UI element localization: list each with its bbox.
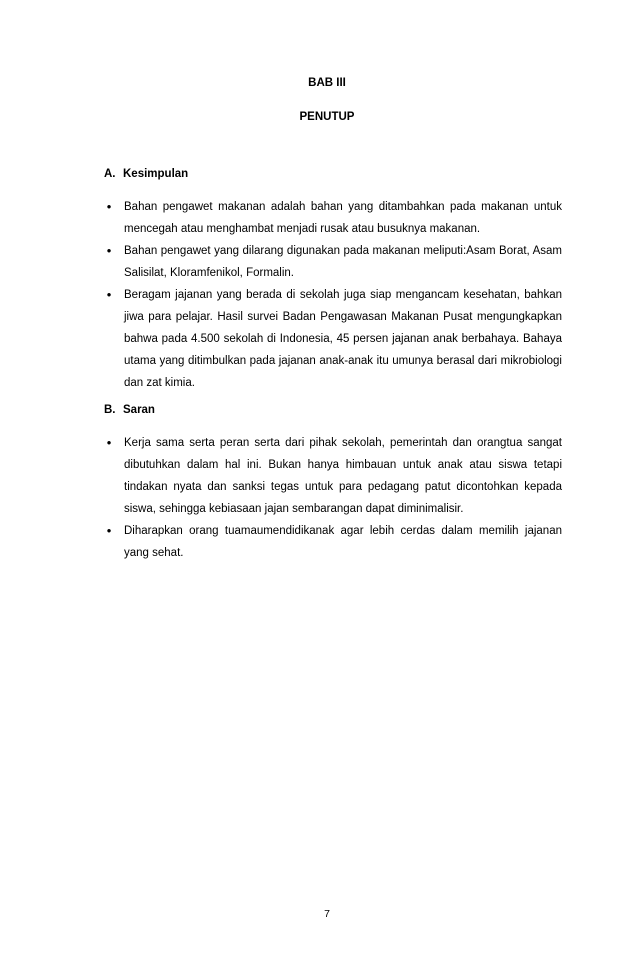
bullet-icon: • — [106, 199, 112, 214]
list-item — [104, 240, 562, 284]
list-item — [104, 284, 562, 394]
list-item-text: Bahan pengawet yang dilarang digunakan pada makanan meliputi:Asam Borat, Asam Salisilat, Kloramfenikol, Formalin. — [124, 245, 562, 279]
section-letter: A. — [104, 168, 116, 180]
section-heading-kesimpulan — [104, 168, 188, 180]
list-item — [104, 196, 562, 240]
saran-list — [104, 432, 562, 564]
bullet-icon: • — [106, 435, 112, 450]
chapter-title: PENUTUP — [299, 111, 355, 123]
section-letter: B. — [104, 404, 116, 416]
list-item-text: Diharapkan orang tuamaumendidikanak agar lebih cerdas dalam memilih jajanan yang sehat. — [124, 525, 562, 559]
list-item — [104, 520, 562, 564]
list-item — [104, 432, 562, 520]
section-title: Kesimpulan — [123, 168, 189, 180]
list-item-text: Bahan pengawet makanan adalah bahan yang ditambahkan pada makanan untuk mencegah atau menghambat menjadi rusak atau busuknya makanan. — [124, 201, 562, 235]
kesimpulan-list — [104, 196, 562, 394]
section-heading-saran — [104, 404, 155, 416]
bullet-icon: • — [106, 287, 112, 302]
page-number: 7 — [324, 908, 330, 920]
list-item-text: Kerja sama serta peran serta dari pihak sekolah, pemerintah dan orangtua sangat dibutuhkan dalam hal ini. Bukan hanya himbauan untuk anak atau siswa tetapi tindakan nyata dan sanksi tegas untuk para pedagang patut dicontohkan kepada siswa, sehingga kebiasaan jajan sembarangan dapat diminimalisir. — [124, 437, 562, 515]
bullet-icon: • — [106, 523, 112, 538]
bullet-icon: • — [106, 243, 112, 258]
section-title: Saran — [123, 404, 155, 416]
list-item-text: Beragam jajanan yang berada di sekolah juga siap mengancam kesehatan, bahkan jiwa para pelajar. Hasil survei Badan Pengawasan Makanan Pusat mengungkapkan bahwa pada 4.500 sekolah di Indonesia, 45 persen jajanan anak berbahaya. Bahaya utama yang ditimbulkan pada jajanan anak-anak itu umunya berasal dari mikrobiologi dan zat kimia. — [124, 289, 562, 389]
chapter-number: BAB III — [308, 77, 346, 89]
